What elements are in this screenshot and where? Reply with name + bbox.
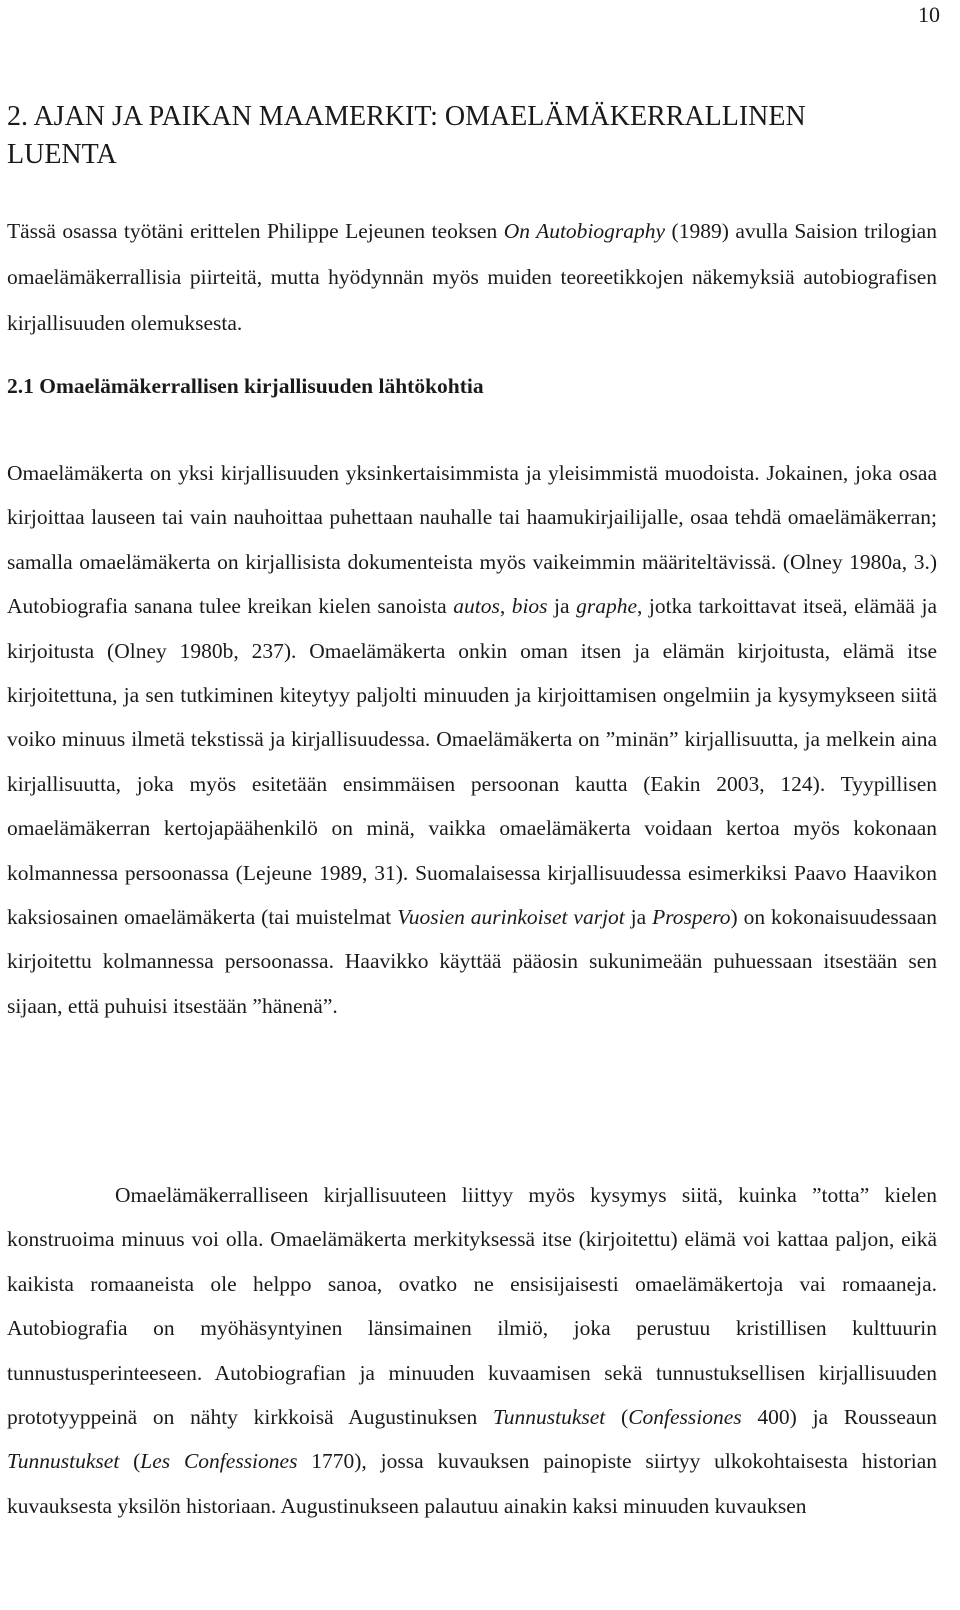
text-segment: 1770), jossa kuvauksen painopiste siirtyy ulkokohtaisesta historian kuvauksesta yksilön historiaan. Augustinukseen palautuu ainakin kaksi minuuden kuvauksen xyxy=(7,1449,937,1518)
chapter-heading: 2. AJAN JA PAIKAN MAAMERKIT: OMAELÄMÄKERRALLINEN LUENTA xyxy=(7,101,806,170)
body-paragraph-1 xyxy=(7,451,937,1028)
text-segment: , jotka tarkoittavat itseä, elämää ja kirjoitusta (Olney 1980b, 237). Omaelämäkerta onkin oman itsen ja elämän kirjoitusta, elämä itse kirjoitettuna, ja sen tutkiminen kiteytyy paljolti minuuden ja kirjoittamisen ongelmiin ja kysymykseen siitä voiko minuus ilmetä tekstissä ja kirjallisuudessa. Omaelämäkerta on ”minän” kirjallisuutta, ja melkein aina kirjallisuutta, joka myös esitetään ensimmäisen persoonan kautta (Eakin 2003, 124). Tyypillisen omaelämäkerran kertojapäähenkilö on minä, vaikka omaelämäkerta voidaan kertoa myös kokonaan kolmannessa persoonassa (Lejeune 1989, 31). Suomalaisessa kirjallisuudessa esimerkiksi Paavo Haavikon kaksiosainen omaelämäkerta (tai muistelmat xyxy=(7,594,937,930)
text-segment: Omaelämäkerta on yksi kirjallisuuden yksinkertaisimmista ja yleisimmistä muodoista. Jokainen, joka osaa kirjoittaa lauseen tai vain nauhoittaa puhettaan nauhalle tai haamukirjailijalle, osaa tehdä omaelämäkerran; samalla omaelämäkerta on kirjallisista dokumenteista myös vaikeimmin määriteltävissä. (Olney 1980a, 3.) Autobiografia sanana tulee kreikan kielen sanoista xyxy=(7,461,937,619)
italic-text-segment: Confessiones xyxy=(628,1405,742,1430)
italic-text-segment: Tunnustukset xyxy=(492,1405,606,1430)
text-segment: (1989) avulla Saision trilogian omaelämäkerrallisia piirteitä, mutta hyödynnän myös muiden teoreetikkojen näkemyksiä autobiografisen kirjallisuuden olemuksesta. xyxy=(7,219,937,335)
italic-text-segment: Les Confessiones xyxy=(140,1449,298,1474)
italic-text-segment: Prospero xyxy=(652,905,731,930)
body-paragraph-2 xyxy=(7,1173,937,1528)
text-segment: ) on kokonaisuudessaan kirjoitettu kolmannessa persoonassa. Haavikko käyttää pääosin sukunimeään puhuessaan itsestään sen sijaan, että puhuisi itsestään ”hänenä”. xyxy=(7,905,937,1018)
text-segment: ( xyxy=(119,1449,141,1474)
italic-text-segment: autos xyxy=(453,594,500,619)
italic-text-segment: graphe xyxy=(576,594,638,619)
text-segment: ja xyxy=(547,594,577,619)
italic-text-segment: Tunnustukset xyxy=(7,1449,120,1474)
intro-paragraph xyxy=(7,208,937,346)
italic-text-segment: Vuosien aurinkoiset varjot xyxy=(397,905,625,930)
section-subheading: 2.1 Omaelämäkerrallisen kirjallisuuden lähtökohtia xyxy=(7,374,484,398)
text-segment: , xyxy=(499,594,512,619)
italic-text-segment: bios xyxy=(511,594,548,619)
page-number: 10 xyxy=(918,2,940,27)
text-segment: 400) ja Rousseaun xyxy=(741,1405,937,1430)
text-segment: ja xyxy=(624,905,653,930)
italic-text-segment: On Autobiography xyxy=(503,219,666,243)
text-segment: ( xyxy=(605,1405,629,1430)
text-segment: Tässä osassa työtäni erittelen Philippe Lejeunen teoksen xyxy=(7,219,504,243)
text-segment: Omaelämäkerralliseen kirjallisuuteen liittyy myös kysymys siitä, kuinka ”totta” kielen konstruoima minuus voi olla. Omaelämäkerta merkityksessä itse (kirjoitettu) elämä voi kattaa paljon, eikä kaikista romaaneista ole helppo sanoa, ovatko ne ensisijaisesti omaelämäkertoja vai romaaneja. Autobiografia on myöhäsyntyinen länsimainen ilmiö, joka perustuu kristillisen kulttuurin tunnustusperinteeseen. Autobiografian ja minuuden kuvaamisen sekä tunnustuksellisen kirjallisuuden prototyyppeinä on nähty kirkkoisä Augustinuksen xyxy=(7,1183,937,1430)
